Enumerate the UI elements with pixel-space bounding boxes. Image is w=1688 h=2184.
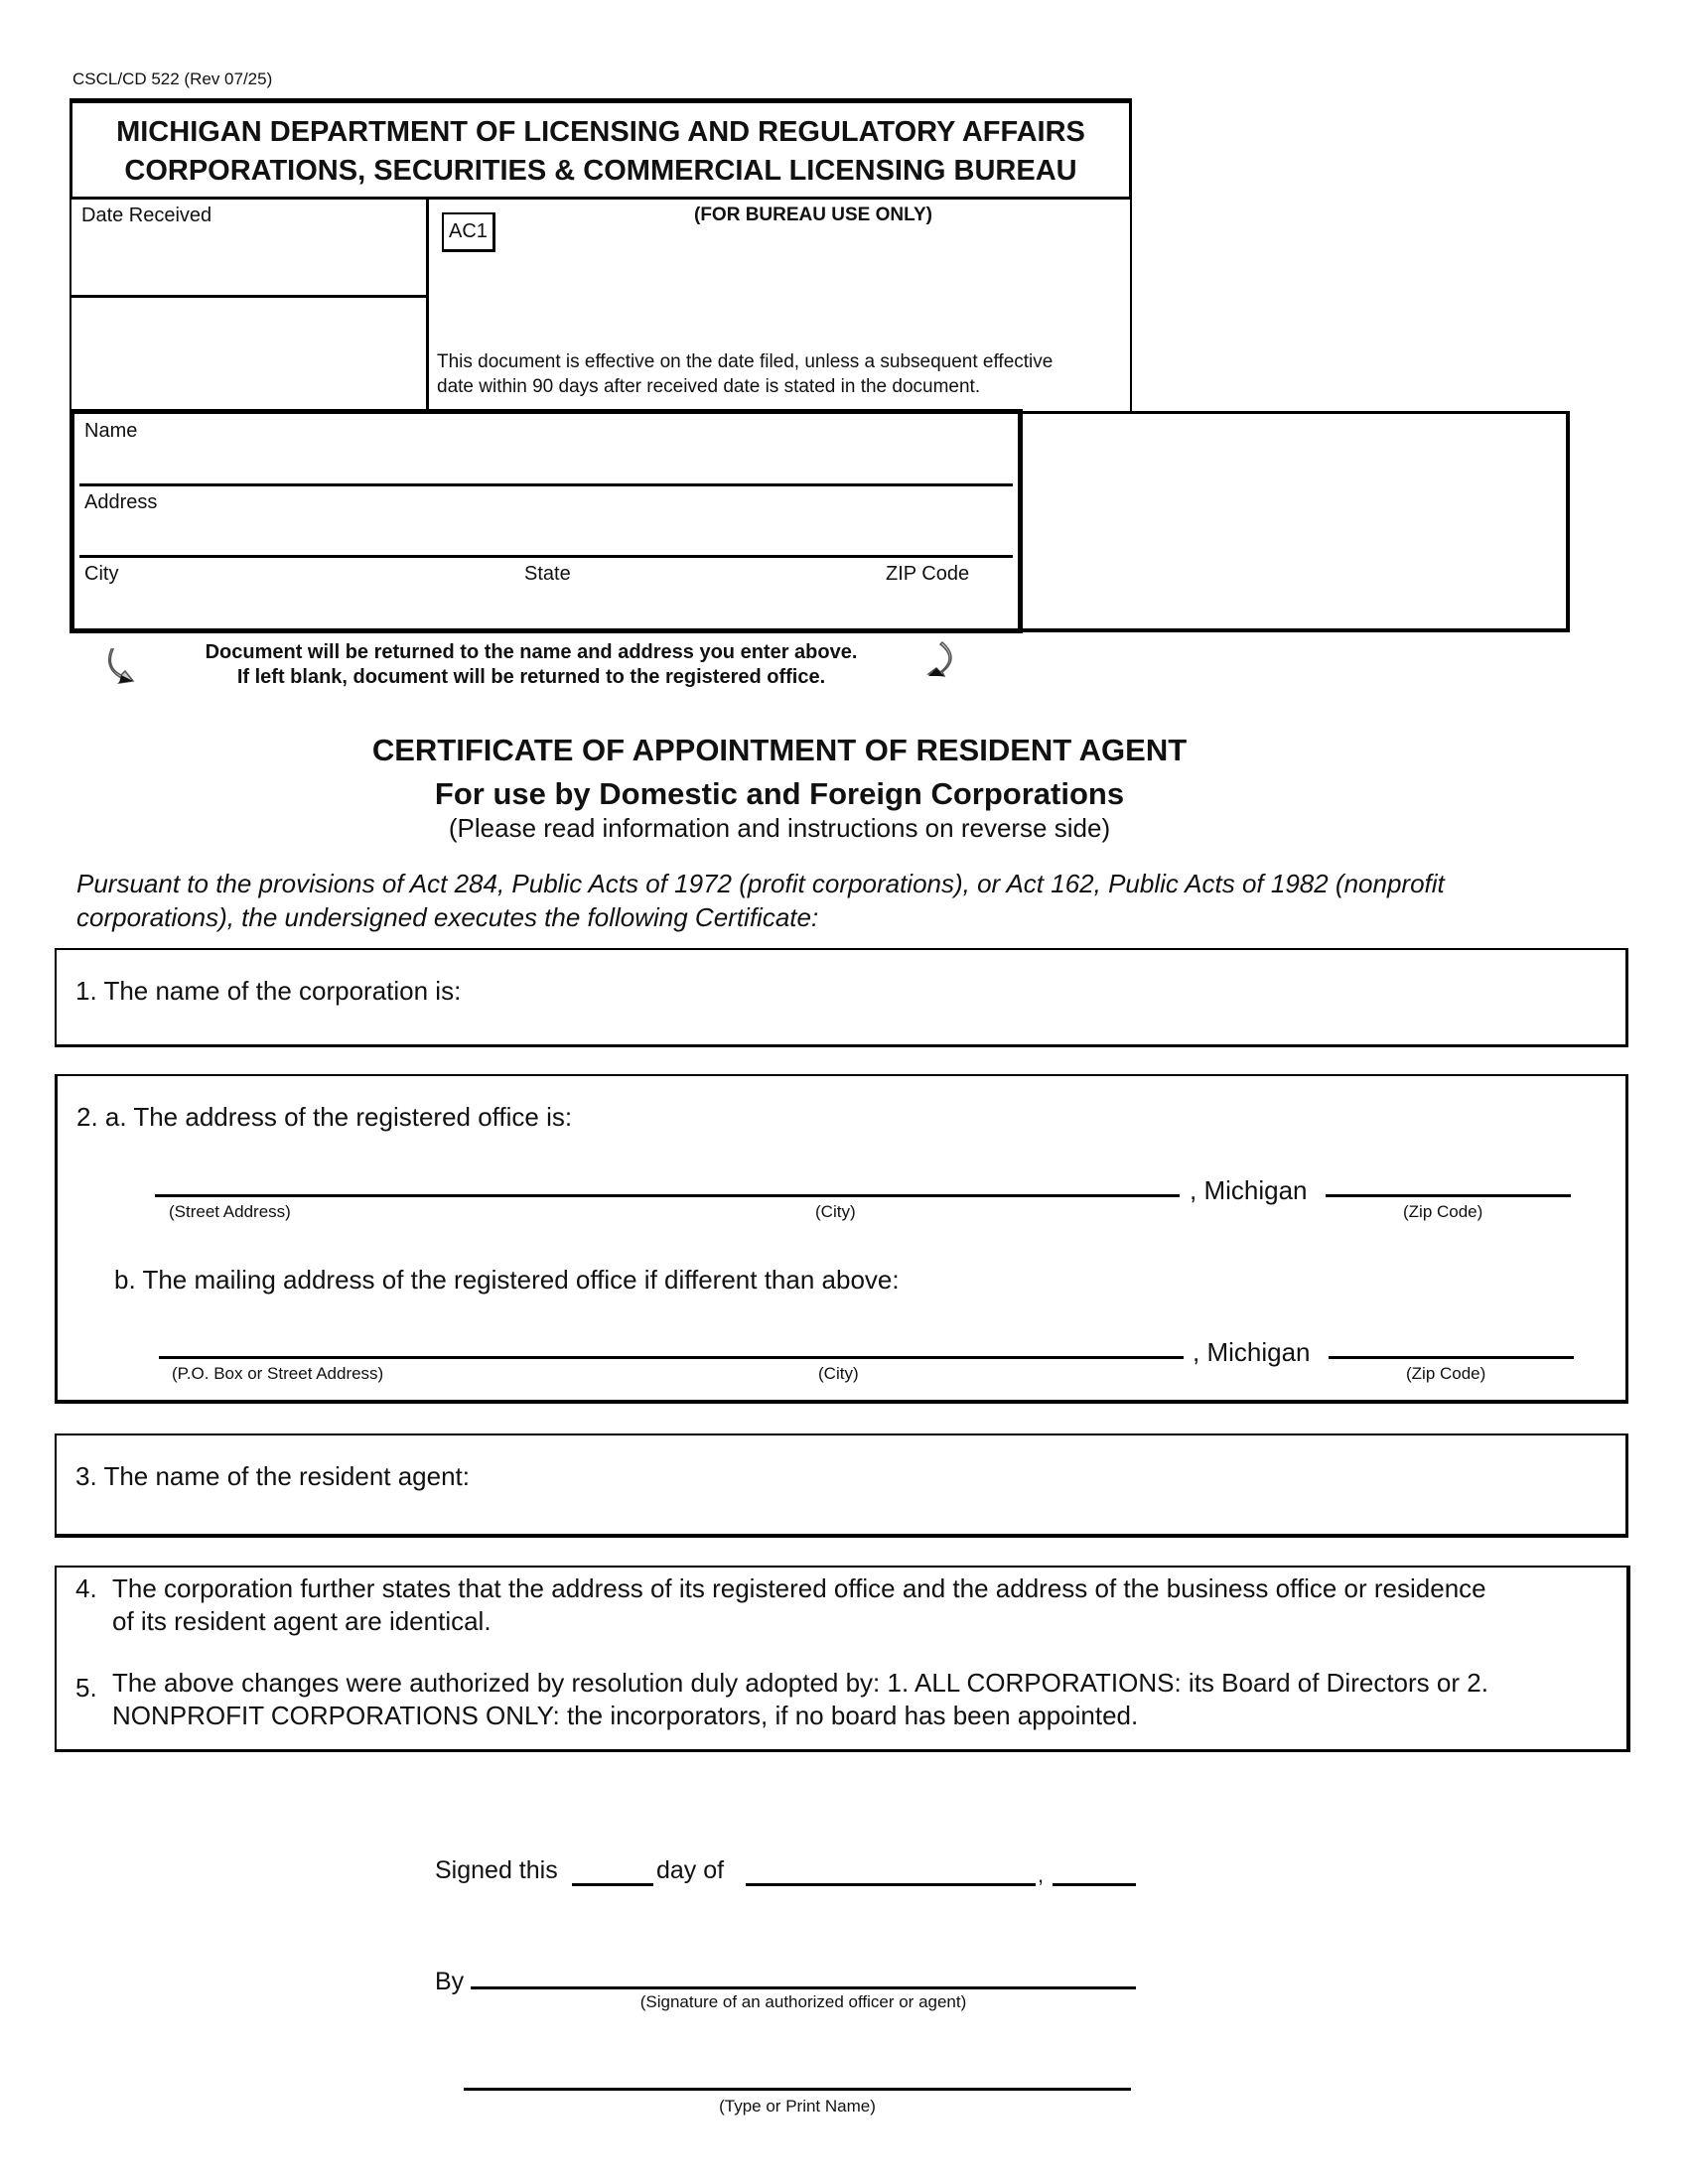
signed-day-line[interactable] (572, 1883, 653, 1886)
mailing-street-city-line[interactable] (159, 1356, 1184, 1359)
agency-header (70, 98, 1132, 200)
michigan-label-b: , Michigan (1193, 1337, 1311, 1367)
registered-street-city-line[interactable] (155, 1194, 1180, 1197)
zip-label: ZIP Code (886, 563, 970, 585)
street-address-caption: (Street Address) (169, 1202, 291, 1221)
city-caption-b: (City) (818, 1364, 859, 1383)
date-received-label: Date Received (81, 205, 212, 226)
instructions-note: (Please read information and instructions on reverse side) (448, 813, 1111, 843)
item4-number: 4. (75, 1573, 97, 1603)
signature-line[interactable] (471, 1986, 1136, 1989)
return-name-field[interactable] (79, 414, 1013, 486)
agency-name: MICHIGAN DEPARTMENT OF LICENSING AND REGULATORY AFFAIRS (116, 116, 1085, 148)
print-name-caption: (Type or Print Name) (719, 2097, 876, 2116)
signed-month-line[interactable] (746, 1883, 1036, 1886)
name-label: Name (84, 420, 138, 442)
ac1-code: AC1 (442, 212, 495, 252)
item5-line2: NONPROFIT CORPORATIONS ONLY: the incorporators, if no board has been appointed. (112, 1701, 1139, 1730)
item1-label: 1. The name of the corporation is: (75, 976, 462, 1006)
state-label: State (524, 563, 571, 585)
signature-caption: (Signature of an authorized officer or agent) (639, 1992, 967, 2011)
po-box-caption: (P.O. Box or Street Address) (172, 1364, 384, 1383)
effective-note-line1: This document is effective on the date filed, unless a subsequent effective (437, 351, 1054, 372)
zip-caption-a: (Zip Code) (1403, 1202, 1483, 1221)
registered-zip-line[interactable] (1326, 1194, 1571, 1197)
city-caption-a: (City) (815, 1202, 856, 1221)
date-received-box (70, 198, 429, 298)
effective-note-line2: date within 90 days after received date is stated in the document. (437, 376, 981, 397)
item2a-label: 2. a. The address of the registered office is: (76, 1102, 573, 1132)
return-address-field[interactable] (79, 486, 1013, 558)
return-address-box (70, 409, 1023, 633)
return-city-state-zip-field[interactable] (79, 558, 1013, 627)
city-label: City (84, 563, 119, 585)
intro-line2: corporations), the undersigned executes the following Certificate: (76, 902, 819, 932)
by-label: By (435, 1968, 465, 1995)
curved-arrow-left-icon (103, 645, 153, 685)
item5-line1: The above changes were authorized by resolution duly adopted by: 1. ALL CORPORATIONS: its Board of Directors or 2. (112, 1668, 1488, 1698)
bureau-blank-right-box (1020, 411, 1570, 632)
form-id: CSCL/CD 522 (Rev 07/25) (72, 69, 273, 88)
address-label: Address (84, 491, 158, 513)
corporation-name-field[interactable] (55, 948, 1628, 1047)
curved-arrow-right-icon (911, 640, 960, 680)
item5-number: 5. (75, 1673, 97, 1703)
certificate-title: CERTIFICATE OF APPOINTMENT OF RESIDENT AGENT (371, 733, 1188, 767)
michigan-label-a: , Michigan (1190, 1175, 1308, 1205)
signed-this-label: Signed this (435, 1856, 558, 1884)
certificate-subtitle: For use by Domestic and Foreign Corporations (434, 776, 1125, 811)
resident-agent-name-field[interactable] (55, 1433, 1628, 1538)
bureau-name: CORPORATIONS, SECURITIES & COMMERCIAL LICENSING BUREAU (124, 155, 1077, 187)
signed-year-line[interactable] (1053, 1883, 1136, 1886)
item4-line1: The corporation further states that the address of its registered office and the address of the business office or residence (112, 1573, 1486, 1603)
return-note-line1: Document will be returned to the name and address you enter above. (205, 641, 858, 663)
mailing-zip-line[interactable] (1329, 1356, 1574, 1359)
registered-office-section (55, 1074, 1628, 1404)
day-of-label: day of (656, 1856, 725, 1884)
date-comma: , (1038, 1862, 1045, 1887)
statements-section (55, 1566, 1630, 1752)
item3-label: 3. The name of the resident agent: (75, 1461, 471, 1491)
print-name-line[interactable] (464, 2088, 1131, 2091)
return-note-line2: If left blank, document will be returned to the registered office. (236, 666, 826, 688)
bureau-blank-box (70, 296, 429, 411)
item2b-label: b. The mailing address of the registered office if different than above: (114, 1265, 900, 1295)
zip-caption-b: (Zip Code) (1406, 1364, 1486, 1383)
item4-line2: of its resident agent are identical. (112, 1606, 492, 1636)
bureau-use-label: (FOR BUREAU USE ONLY) (694, 205, 932, 225)
bureau-use-box (427, 198, 1132, 411)
intro-line1: Pursuant to the provisions of Act 284, Public Acts of 1972 (profit corporations), or Act 162, Public Acts of 1982 (nonprofit (76, 869, 1445, 898)
